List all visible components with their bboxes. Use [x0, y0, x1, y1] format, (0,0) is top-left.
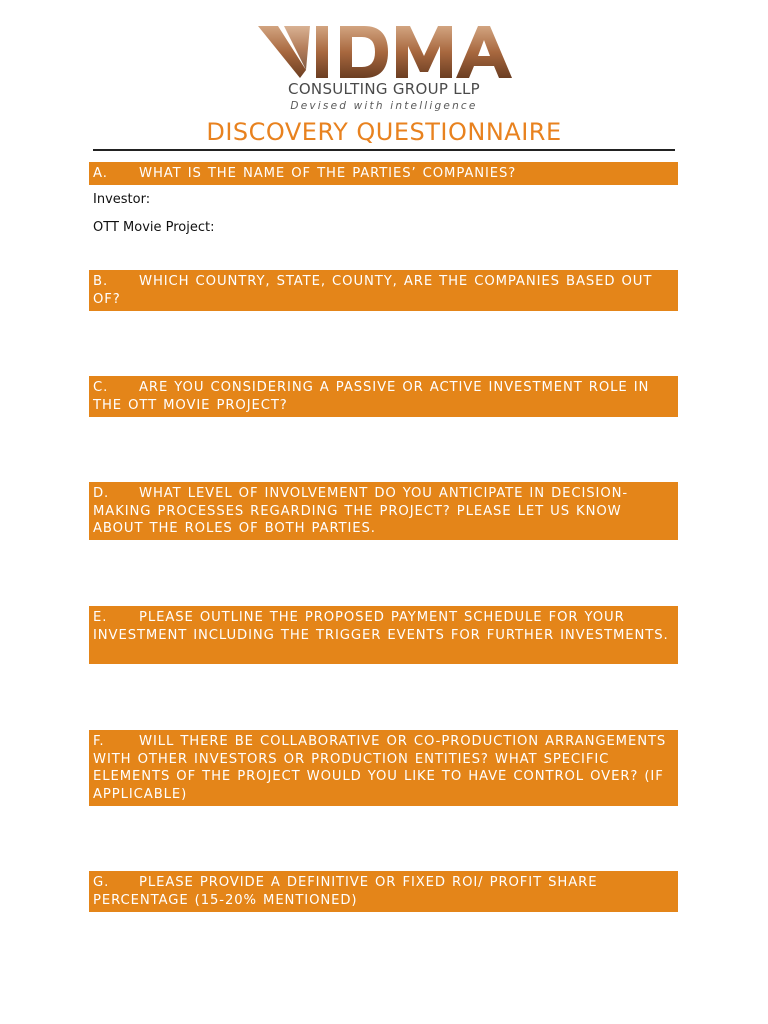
- logo-wordmark-graphic: [256, 22, 512, 82]
- question-c-header: [89, 376, 678, 417]
- question-text: WHAT IS THE NAME OF THE PARTIES’ COMPANIES?: [139, 166, 517, 181]
- question-letter: C.: [93, 380, 109, 395]
- question-letter: A.: [93, 166, 108, 181]
- question-e-header: [89, 606, 678, 664]
- title-divider: [93, 149, 675, 151]
- logo-tagline: Devised with intelligence: [290, 100, 478, 112]
- question-text: ARE YOU CONSIDERING A PASSIVE OR ACTIVE INVESTMENT ROLE IN THE OTT MOVIE PROJECT?: [93, 380, 650, 413]
- question-text: WILL THERE BE COLLABORATIVE OR CO-PRODUCTION ARRANGEMENTS WITH OTHER INVESTORS OR PRODUCTION ENTITIES? WHAT SPECIFIC ELEMENTS OF THE PROJECT WOULD YOU LIKE TO HAVE CONTROL OVER? (IF APPLICABLE): [93, 734, 667, 802]
- question-text: PLEASE PROVIDE A DEFINITIVE OR FIXED ROI/ PROFIT SHARE PERCENTAGE (15-20% MENTIONED): [93, 875, 598, 908]
- question-b-header: [89, 270, 678, 311]
- question-g-header: [89, 871, 678, 912]
- question-f-header: [89, 730, 678, 806]
- ott-project-label: OTT Movie Project:: [93, 220, 215, 235]
- question-letter: B.: [93, 274, 109, 289]
- question-letter: F.: [93, 734, 105, 749]
- question-a-header: [89, 162, 678, 185]
- company-logo: [256, 22, 512, 114]
- question-text: PLEASE OUTLINE THE PROPOSED PAYMENT SCHEDULE FOR YOUR INVESTMENT INCLUDING THE TRIGGER EVENTS FOR FURTHER INVESTMENTS.: [93, 610, 669, 643]
- question-letter: G.: [93, 875, 110, 890]
- question-d-header: [89, 482, 678, 540]
- question-text: WHICH COUNTRY, STATE, COUNTY, ARE THE COMPANIES BASED OUT OF?: [93, 274, 653, 307]
- investor-label: Investor:: [93, 192, 151, 207]
- question-letter: E.: [93, 610, 108, 625]
- page-title: DISCOVERY QUESTIONNAIRE: [206, 118, 562, 146]
- question-letter: D.: [93, 486, 110, 501]
- logo-company-name: CONSULTING GROUP LLP: [288, 80, 480, 98]
- question-text: WHAT LEVEL OF INVOLVEMENT DO YOU ANTICIPATE IN DECISION-MAKING PROCESSES REGARDING THE PROJECT? PLEASE LET US KNOW ABOUT THE ROLES OF BOTH PARTIES.: [93, 486, 629, 537]
